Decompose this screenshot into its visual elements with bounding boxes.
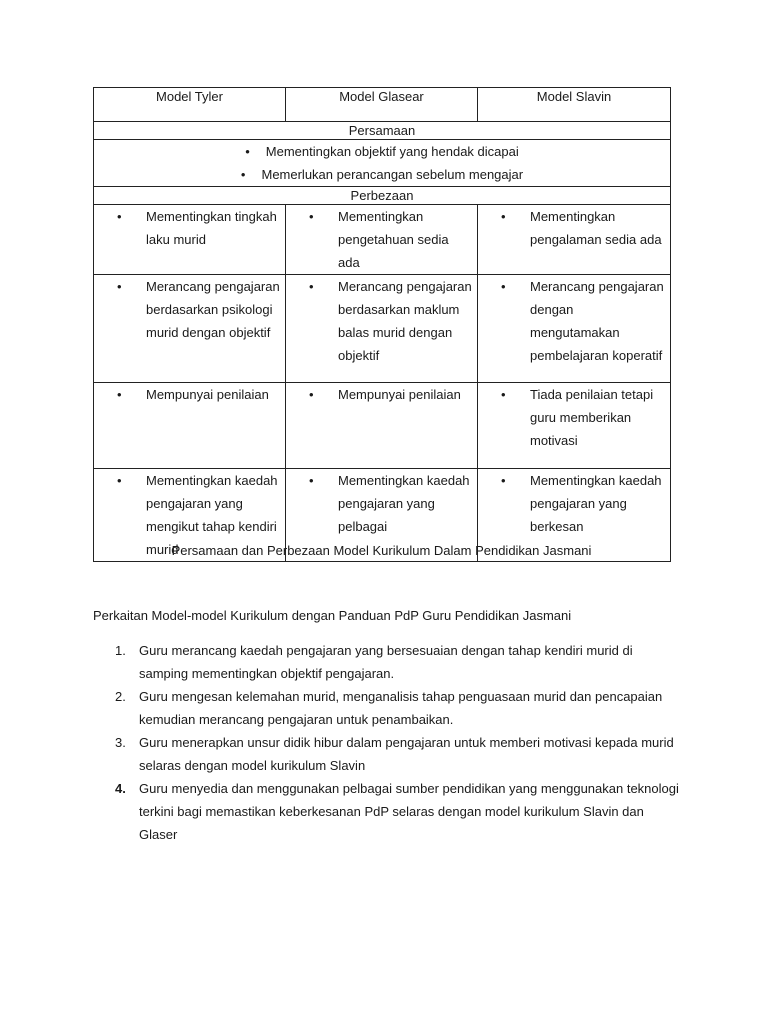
bullet-icon: • bbox=[309, 209, 314, 224]
list-item bbox=[93, 639, 683, 685]
header-tyler: Model Tyler bbox=[156, 89, 223, 104]
item-text: Guru menerapkan unsur didik hibur dalam pengajaran untuk memberi motivasi kepada murid selaras dengan model kurikulum Slavin bbox=[139, 735, 674, 773]
list-item bbox=[93, 777, 683, 846]
persamaan-list bbox=[94, 140, 670, 186]
bullet-icon: • bbox=[501, 209, 506, 224]
section-heading: Perkaitan Model-model Kurikulum dengan Panduan PdP Guru Pendidikan Jasmani bbox=[93, 608, 572, 623]
table-row bbox=[94, 275, 671, 383]
table-cell bbox=[94, 275, 286, 383]
bullet-icon: • bbox=[309, 473, 314, 488]
cell-text: Merancang pengajaran berdasarkan maklum balas murid dengan objektif bbox=[338, 279, 472, 363]
header-glasear: Model Glasear bbox=[339, 89, 424, 104]
bullet-icon: • bbox=[501, 387, 506, 402]
item-number: 3. bbox=[115, 735, 126, 750]
item-text: Guru merancang kaedah pengajaran yang bersesuaian dengan tahap kendiri murid di samping mementingkan objektif pengajaran. bbox=[139, 643, 633, 681]
header-cell bbox=[94, 88, 286, 122]
list-item bbox=[94, 140, 670, 163]
bullet-icon: • bbox=[309, 387, 314, 402]
item-number: 1. bbox=[115, 643, 126, 658]
cell-text: Mementingkan pengalaman sedia ada bbox=[530, 209, 662, 247]
item-text: Guru menyedia dan menggunakan pelbagai sumber pendidikan yang menggunakan teknologi terkini bagi memastikan keberkesanan PdP selaras dengan model kurikulum Slavin dan Glaser bbox=[139, 781, 679, 842]
bullet-icon: • bbox=[117, 473, 122, 488]
numbered-list bbox=[93, 639, 683, 846]
table-header-row bbox=[94, 88, 671, 122]
table-cell bbox=[94, 205, 286, 275]
table-caption: Persamaan dan Perbezaan Model Kurikulum Dalam Pendidikan Jasmani bbox=[171, 543, 592, 558]
table-row bbox=[94, 383, 671, 469]
table-cell bbox=[286, 383, 478, 469]
cell-text: Mempunyai penilaian bbox=[338, 387, 461, 402]
list-item bbox=[93, 731, 683, 777]
table-cell bbox=[286, 205, 478, 275]
persamaan-items-row bbox=[94, 140, 671, 187]
cell-text: Mementingkan tingkah laku murid bbox=[146, 209, 277, 247]
bullet-icon: • bbox=[117, 209, 122, 224]
bullet-icon: • bbox=[240, 167, 246, 182]
item-number: 4. bbox=[115, 781, 126, 796]
header-cell bbox=[478, 88, 671, 122]
comparison-table bbox=[93, 87, 671, 562]
cell-text: Tiada penilaian tetapi guru memberikan motivasi bbox=[530, 387, 654, 448]
cell-text: Mementingkan kaedah pengajaran yang mengikut tahap kendiri murid bbox=[146, 473, 278, 557]
perbezaan-row bbox=[94, 187, 671, 205]
table-cell bbox=[286, 275, 478, 383]
cell-text: Mementingkan kaedah pengajaran yang berkesan bbox=[530, 473, 662, 534]
cell-text: Merancang pengajaran berdasarkan psikologi murid dengan objektif bbox=[146, 279, 280, 340]
cell-text: Mempunyai penilaian bbox=[146, 387, 269, 402]
persamaan-item: Mementingkan objektif yang hendak dicapai bbox=[265, 144, 519, 159]
table-cell bbox=[478, 275, 671, 383]
cell-text: Mementingkan kaedah pengajaran yang pelbagai bbox=[338, 473, 470, 534]
bullet-icon: • bbox=[501, 473, 506, 488]
cell-text: Mementingkan pengetahuan sedia ada bbox=[338, 209, 449, 270]
persamaan-label: Persamaan bbox=[94, 122, 671, 140]
table-row bbox=[94, 205, 671, 275]
bullet-icon: • bbox=[117, 387, 122, 402]
perbezaan-label: Perbezaan bbox=[94, 187, 671, 205]
header-slavin: Model Slavin bbox=[536, 89, 612, 104]
item-number: 2. bbox=[115, 689, 126, 704]
item-text: Guru mengesan kelemahan murid, menganalisis tahap penguasaan murid dan pencapaian kemudian merancang pengajaran untuk penambaikan. bbox=[139, 689, 663, 727]
table-cell bbox=[94, 383, 286, 469]
table-cell bbox=[478, 205, 671, 275]
bullet-icon: • bbox=[245, 144, 250, 159]
cell-text: Merancang pengajaran dengan mengutamakan pembelajaran koperatif bbox=[530, 279, 664, 363]
persamaan-item: Memerlukan perancangan sebelum mengajar bbox=[261, 167, 524, 182]
list-item bbox=[94, 163, 670, 186]
list-item bbox=[93, 685, 683, 731]
bullet-icon: • bbox=[501, 279, 506, 294]
bullet-icon: • bbox=[117, 279, 122, 294]
table-cell bbox=[478, 383, 671, 469]
persamaan-row bbox=[94, 122, 671, 140]
header-cell bbox=[286, 88, 478, 122]
persamaan-items-cell bbox=[94, 140, 671, 187]
bullet-icon: • bbox=[309, 279, 314, 294]
